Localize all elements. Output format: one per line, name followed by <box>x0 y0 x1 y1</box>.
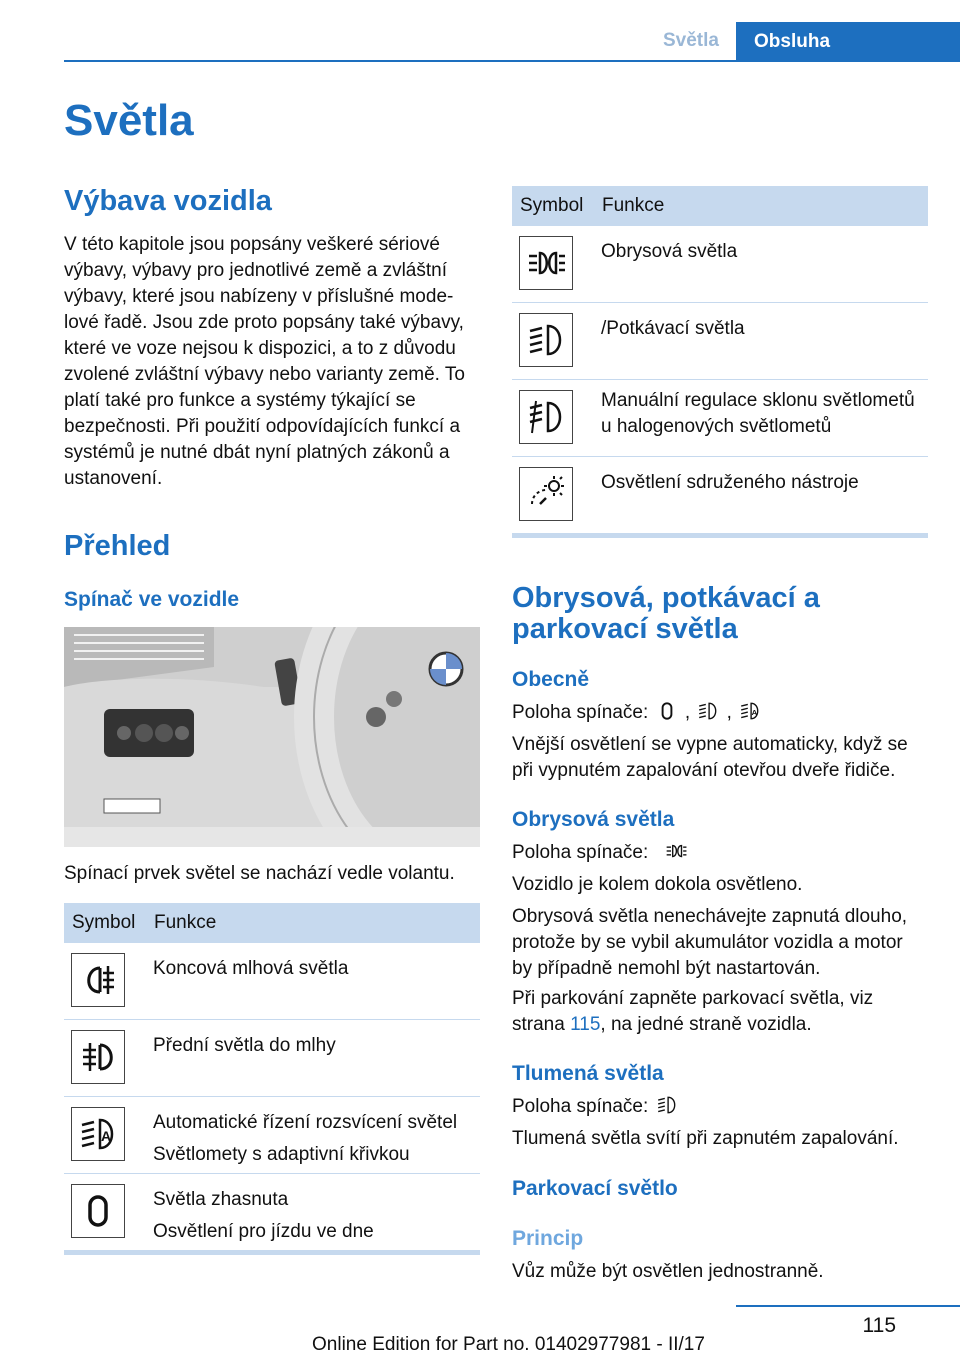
heading-low-beam: Tlumená světla <box>512 1062 664 1085</box>
auto-headlight-icon <box>737 700 763 722</box>
table-row <box>512 380 928 457</box>
table-header <box>512 186 928 226</box>
table-row <box>512 457 928 533</box>
footer-rule <box>736 1305 960 1307</box>
table-row <box>512 303 928 380</box>
switch-position-label: Poloha spínače: <box>512 842 649 863</box>
header-section-tab[interactable]: Světla <box>663 30 719 51</box>
page-title: Světla <box>64 96 194 145</box>
parking-paragraph-2: Obrysová světla nenechávejte zapnutá dlouho, protože by se vybil akumulátor vozidla a motor by případně nemohl být nastartován. <box>512 906 908 979</box>
symbol-table-right <box>512 186 928 538</box>
table-row <box>64 1097 480 1174</box>
front-fog-light-icon <box>71 1030 125 1084</box>
parking-light-icon <box>519 236 573 290</box>
row-function-text: Koncová mlhová světla <box>153 958 349 979</box>
dashboard-photo <box>64 627 480 847</box>
lights-off-icon <box>654 700 680 722</box>
switch-position-line: Poloha spínače: , , <box>512 700 928 726</box>
row-function-text: Osvětlení sdruženého nástroje <box>601 472 859 493</box>
low-beam-icon <box>695 700 721 722</box>
column-header-symbol: Symbol <box>520 195 584 216</box>
heading-parking-lights: Obrysová světla <box>512 808 675 831</box>
table-row <box>64 1020 480 1097</box>
auto-headlight-icon <box>71 1107 125 1161</box>
table-row <box>512 226 928 303</box>
page-link[interactable]: 115 <box>570 1014 601 1035</box>
low-beam-icon <box>519 313 573 367</box>
switch-position-label: Poloha spínače: <box>512 702 649 723</box>
column-header-function: Funkce <box>154 912 217 933</box>
row-function-text: /Potkávací světla <box>601 318 745 339</box>
heading-overview: Přehled <box>64 530 171 562</box>
parking-paragraph-1: Vozidlo je kolem dokola osvětleno. <box>512 874 803 895</box>
row-function-text: Osvětlení pro jízdu ve dne <box>153 1221 374 1242</box>
rear-fog-light-icon <box>71 953 125 1007</box>
row-function-text: Automatické řízení rozsvícení světel <box>153 1112 458 1133</box>
lights-off-icon <box>71 1184 125 1238</box>
page-number: 115 <box>862 1314 896 1337</box>
parking-light-icon <box>654 840 698 862</box>
switch-position-line <box>512 840 928 866</box>
table-row <box>64 943 480 1020</box>
parking-text-part: Při parkování zapněte parkovací světla, viz strana <box>512 988 874 1035</box>
table-end-bar <box>512 533 928 538</box>
instrument-lighting-icon <box>519 467 573 521</box>
edition-note: Online Edition for Part no. 01402977981 - II/17 <box>312 1334 705 1355</box>
dashboard-illustration <box>64 627 480 847</box>
photo-caption: Spínací prvek světel se nachází vedle volantu. <box>64 863 455 884</box>
equipment-paragraph: V této kapitole jsou popsány veškeré sériové výbavy, výbavy pro jednotlivé země a zvláštní výbavy, které jsou nabízeny v příslušné modelové řadě. Jsou zde proto popsány také výbavy, které ve voze nejsou k dispozici, a to z důvodu zvolené zvláštní výbavy nebo varianty země. To platí také pro funkce a systémy týkající se bezpečnosti. Při použití odpovídajících funkcí a systémů je nutné dbát nyní platných zákonů a ustanovení. <box>64 234 465 489</box>
heading-parking-light: Parkovací světlo <box>512 1177 678 1200</box>
row-function-text: Manuální regulace sklonu světlometů u halogenových světlometů <box>601 390 915 437</box>
parking-text-part: , na jedné straně vozidla. <box>600 1014 812 1035</box>
switch-position-label: Poloha spínače: <box>512 1096 649 1117</box>
row-function-text: Obrysová světla <box>601 241 738 262</box>
low-beam-icon <box>654 1094 680 1116</box>
general-paragraph: Vnější osvětlení se vypne automaticky, když se při vypnutém zapalování otevřou dveře řidiče. <box>512 734 908 781</box>
symbol-table-left <box>64 903 480 1255</box>
header-chapter-tab[interactable]: Obsluha <box>736 22 960 62</box>
column-header-symbol: Symbol <box>72 912 136 933</box>
table-end-bar <box>64 1250 480 1255</box>
row-function-text: Světla zhasnuta <box>153 1189 289 1210</box>
heading-equipment: Výbava vozidla <box>64 185 272 217</box>
headlight-range-icon <box>519 390 573 444</box>
table-row <box>64 1174 480 1250</box>
row-function-text: Přední světla do mlhy <box>153 1035 336 1056</box>
heading-main-lights: Obrysová, potkávací a parkovací světla <box>512 582 820 645</box>
heading-general: Obecně <box>512 668 590 691</box>
heading-switch: Spínač ve vozidle <box>64 588 240 611</box>
parking-paragraph-3 <box>512 986 928 1038</box>
row-function-text: Světlomety s adaptivní křivkou <box>153 1144 410 1165</box>
switch-position-line <box>512 1094 928 1120</box>
heading-principle: Princip <box>512 1227 584 1250</box>
principle-paragraph: Vůz může být osvětlen jednostranně. <box>512 1261 824 1282</box>
low-beam-paragraph: Tlumená světla svítí při zapnutém zapalování. <box>512 1128 899 1149</box>
column-header-function: Funkce <box>602 195 665 216</box>
table-header <box>64 903 480 943</box>
